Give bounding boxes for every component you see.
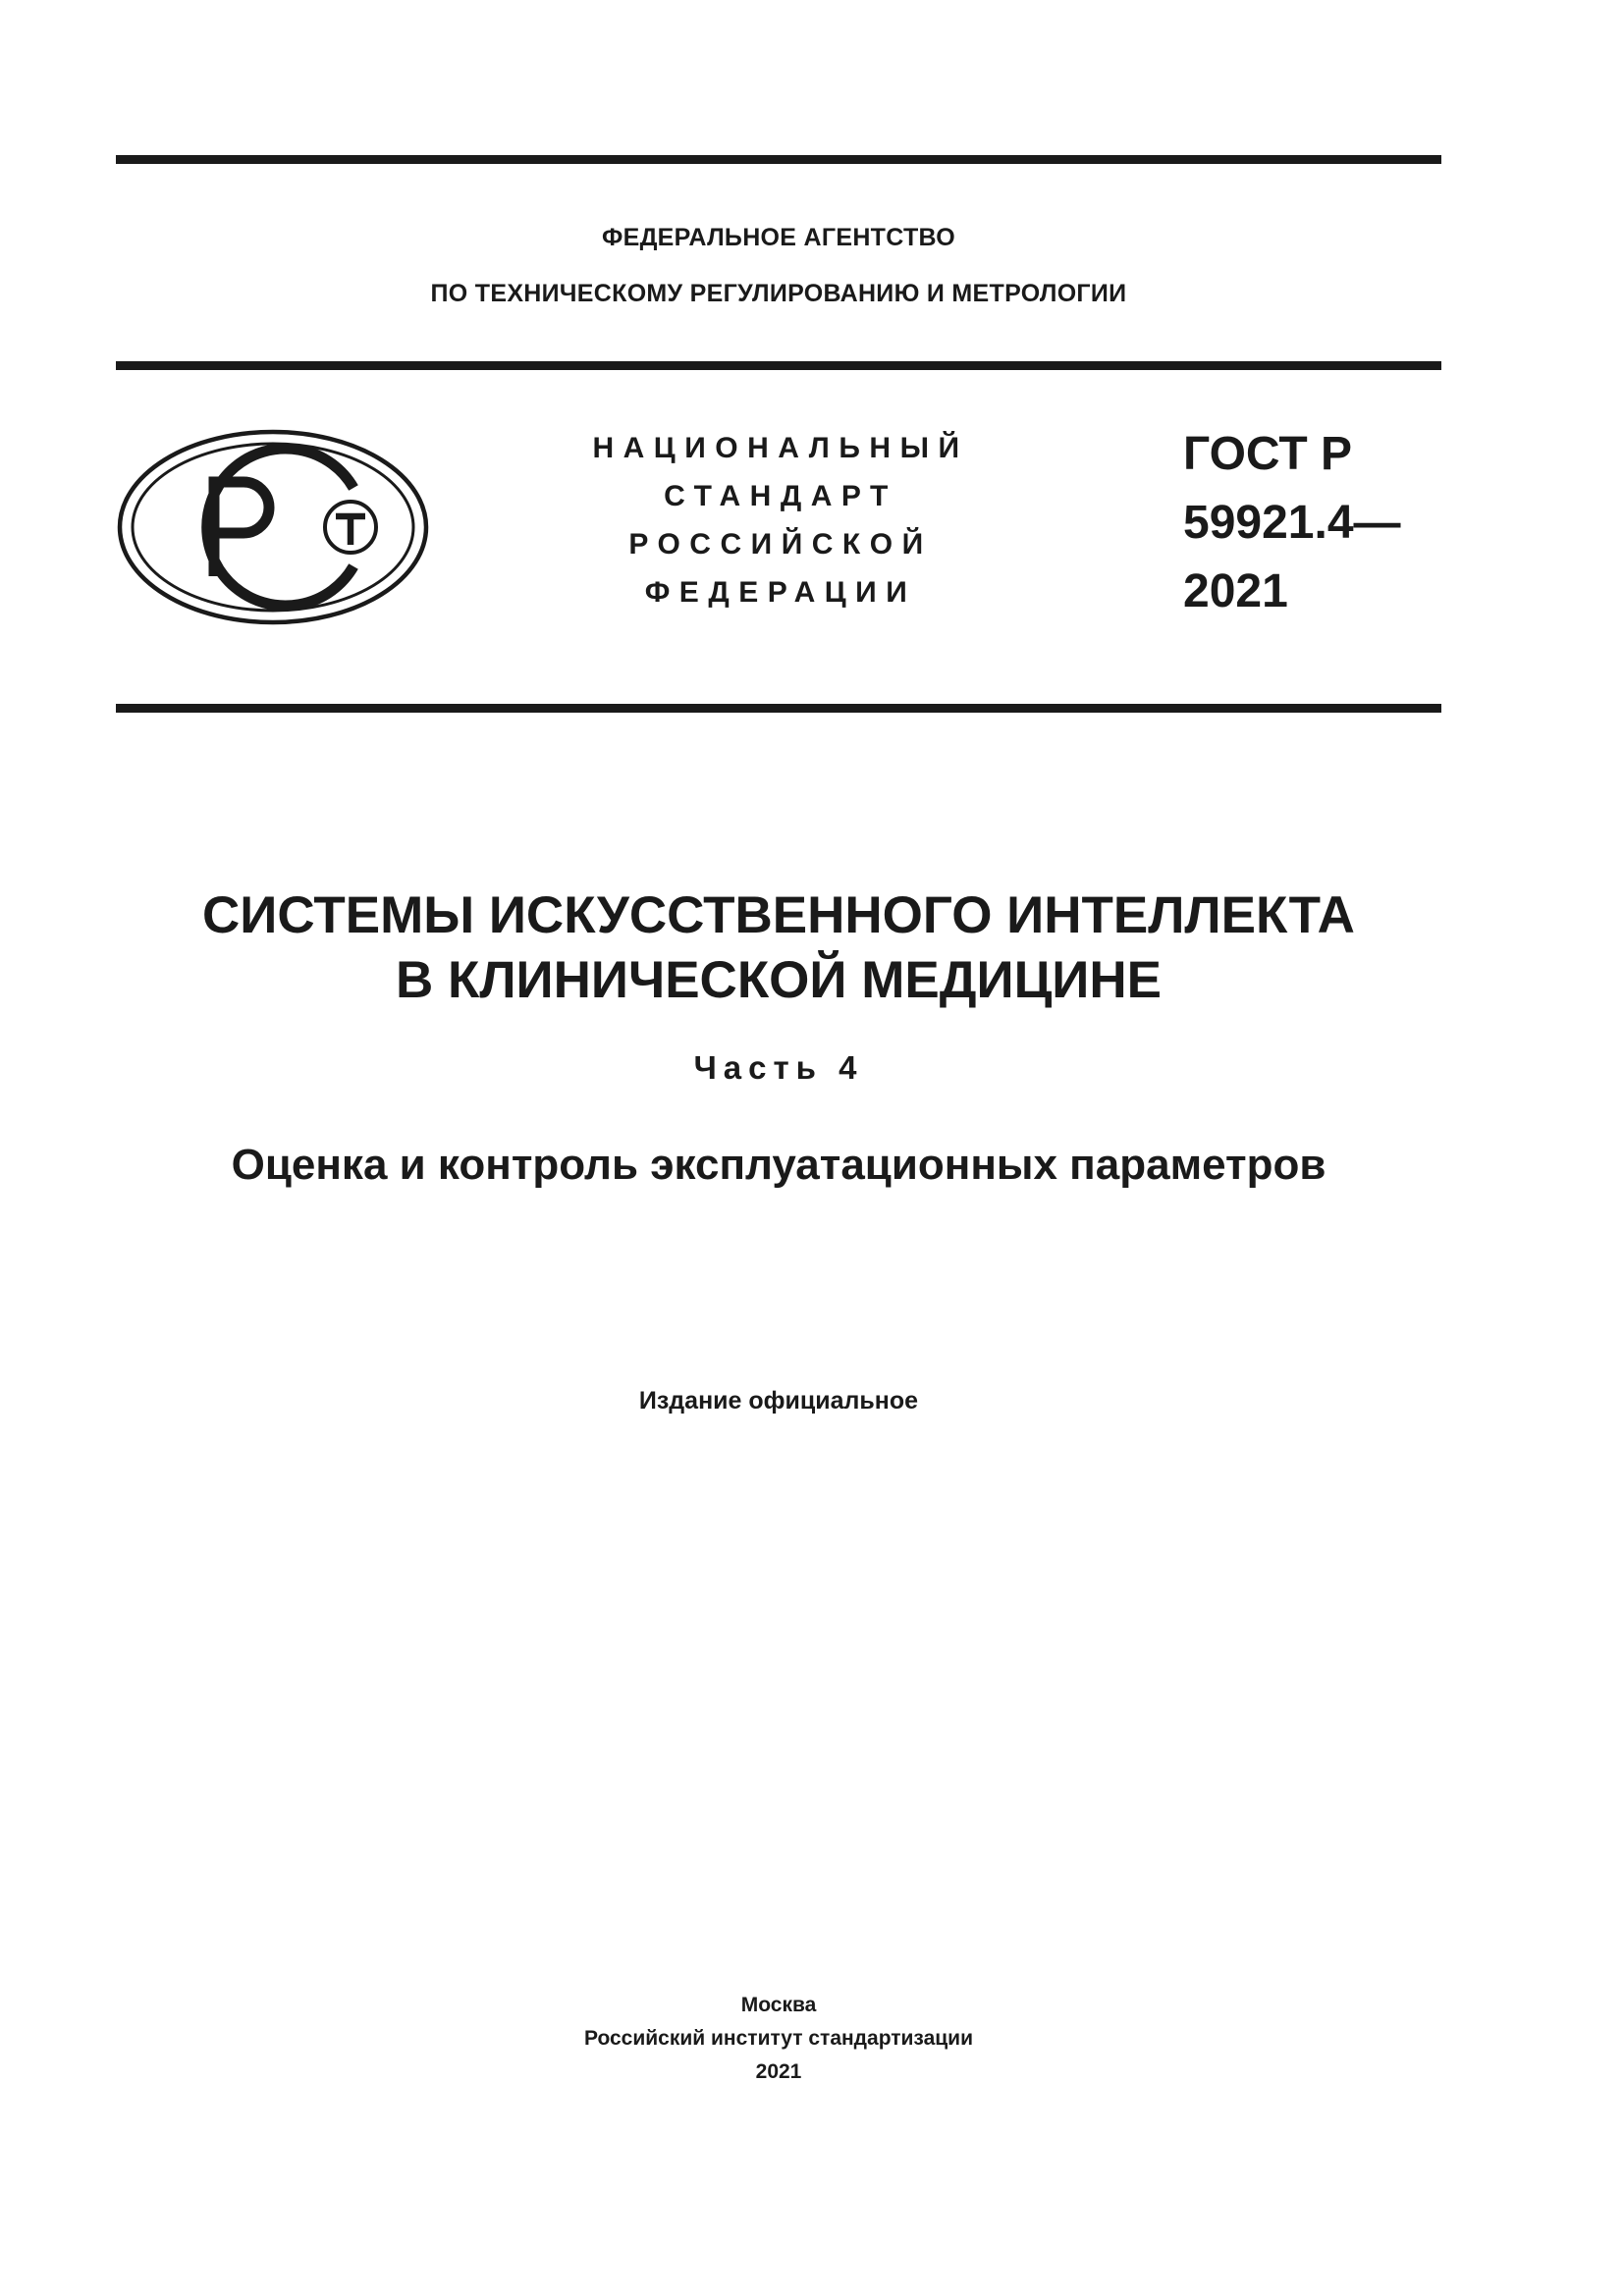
designation-line-2: 59921.4— bbox=[1183, 497, 1401, 549]
imprint-publisher: Российский институт стандартизации bbox=[583, 2027, 974, 2050]
standard-type-line-3: РОССИЙСКОЙ bbox=[628, 528, 933, 561]
designation-line-3: 2021 bbox=[1183, 565, 1288, 617]
document-title bbox=[116, 883, 1441, 1013]
title-line-2: В КЛИНИЧЕСКОЙ МЕДИЦИНЕ bbox=[395, 951, 1163, 1009]
title-line-1: СИСТЕМЫ ИСКУССТВЕННОГО ИНТЕЛЛЕКТА bbox=[202, 886, 1355, 944]
standard-designation bbox=[1183, 420, 1401, 626]
agency-line-2: ПО ТЕХНИЧЕСКОМУ РЕГУЛИРОВАНИЮ И МЕТРОЛОГИИ bbox=[430, 280, 1127, 307]
part-number: Часть 4 bbox=[693, 1049, 864, 1086]
rst-logo-icon bbox=[116, 427, 430, 628]
edition-label: Издание официальное bbox=[638, 1387, 919, 1415]
top-rule bbox=[116, 155, 1441, 164]
standard-type-line-2: СТАНДАРТ bbox=[664, 480, 897, 512]
standard-type bbox=[560, 424, 1001, 616]
document-subtitle: Оценка и контроль эксплуатационных параметров bbox=[231, 1141, 1326, 1189]
standard-type-line-1: НАЦИОНАЛЬНЫЙ bbox=[592, 432, 969, 464]
imprint-year: 2021 bbox=[755, 2060, 802, 2083]
standard-type-line-4: ФЕДЕРАЦИИ bbox=[644, 576, 917, 609]
header-rule bbox=[116, 361, 1441, 370]
designation-line-1: ГОСТ Р bbox=[1183, 428, 1353, 480]
agency-line-1: ФЕДЕРАЛЬНОЕ АГЕНТСТВО bbox=[601, 224, 956, 251]
imprint bbox=[116, 1989, 1441, 2089]
logo-section-rule bbox=[116, 704, 1441, 713]
imprint-city: Москва bbox=[740, 1994, 817, 2016]
